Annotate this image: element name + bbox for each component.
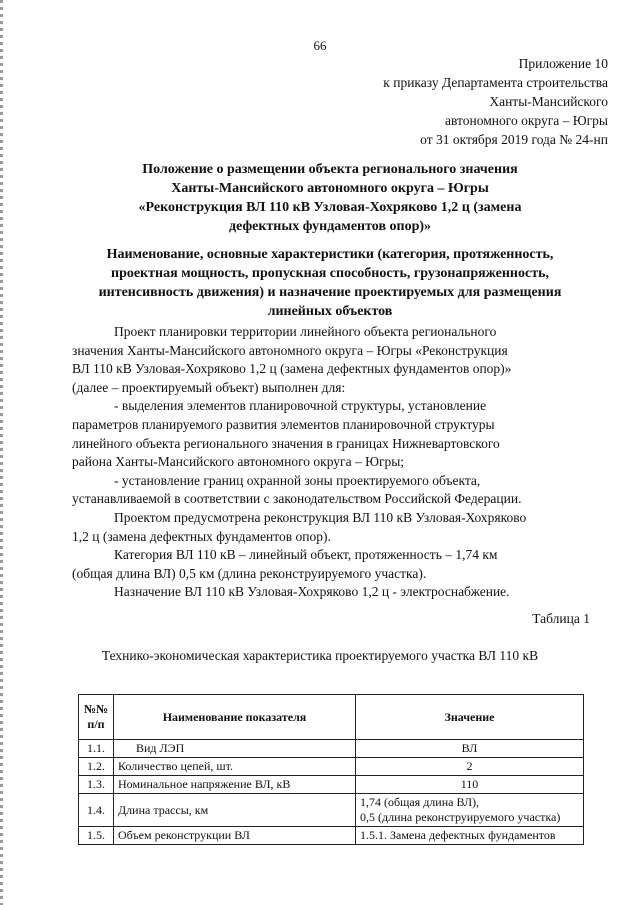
heading-line: Наименование, основные характеристики (категория, протяженность, — [106, 247, 554, 262]
paragraph-reconstruction — [72, 509, 596, 546]
text-line: Категория ВЛ 110 кВ – линейный объект, протяженность – 1,74 км — [114, 547, 498, 563]
text-line: Назначение ВЛ 110 кВ Узловая-Хохряково 1,2 ц - электроснабжение. — [114, 584, 510, 600]
page-number: 66 — [313, 38, 327, 53]
row-number: 1.1. — [79, 740, 114, 758]
heading-line: линейных объектов — [267, 304, 393, 319]
row-indicator: Номинальное напряжение ВЛ, кВ — [114, 776, 356, 794]
text-line: - выделения элементов планировочной структуры, установление — [114, 398, 487, 414]
row-value: 1.5.1. Замена дефектных фундаментов — [356, 827, 584, 845]
paragraph-purpose-power — [72, 583, 596, 602]
row-value: 110 — [356, 776, 584, 794]
header-value: Значение — [356, 695, 584, 740]
title-line: дефектных фундаментов опор)» — [228, 219, 432, 234]
title-line: «Реконструкция ВЛ 110 кВ Узловая-Хохряково 1,2 ц (замена — [138, 200, 522, 215]
appendix-line: автономного округа – Югры — [445, 113, 608, 128]
text-line: (далее – проектируемый объект) выполнен для: — [72, 379, 346, 395]
text-line: линейного объекта регионального значения в границах Нижневартовского — [72, 435, 500, 451]
paragraph-purpose — [72, 323, 596, 397]
row-indicator: Объем реконструкции ВЛ — [114, 827, 356, 845]
header-indicator-name: Наименование показателя — [114, 695, 356, 740]
row-indicator: Количество цепей, шт. — [114, 758, 356, 776]
body-text — [72, 323, 596, 602]
header-number-line2: п/п — [87, 717, 105, 731]
heading-line: интенсивность движения) и назначение проектируемых для размещения — [98, 285, 562, 300]
header-number — [79, 695, 114, 740]
text-line: (общая длина ВЛ) 0,5 км (длина реконструируемого участка). — [72, 565, 427, 581]
paragraph-category — [72, 546, 596, 583]
appendix-line: от 31 октября 2019 года № 24-нп — [420, 132, 608, 147]
title-line: Положение о размещении объекта регионального значения — [142, 162, 518, 177]
row-indicator: Вид ЛЭП — [114, 740, 356, 758]
table-row — [79, 758, 584, 776]
table-header-row — [79, 695, 584, 740]
row-number: 1.2. — [79, 758, 114, 776]
table-row — [79, 776, 584, 794]
section-heading — [70, 245, 590, 321]
row-indicator: Длина трассы, км — [114, 794, 356, 827]
row-value: 2 — [356, 758, 584, 776]
heading-line: проектная мощность, пропускная способность, грузонапряженность, — [111, 266, 549, 281]
appendix-line: к приказу Департамента строительства — [383, 75, 608, 90]
text-line: устанавливаемой в соответствии с законодательством Российской Федерации. — [72, 491, 522, 507]
table-row — [79, 827, 584, 845]
table-row — [79, 740, 584, 758]
title-line: Ханты-Мансийского автономного округа – Югры — [171, 181, 489, 196]
text-line: Проект планировки территории линейного объекта регионального — [114, 324, 497, 339]
row-number: 1.5. — [79, 827, 114, 845]
text-line: 1,2 ц (замена дефектных фундаментов опор). — [72, 528, 331, 544]
paragraph-list-item-1 — [72, 397, 596, 471]
text-line: - установление границ охранной зоны проектируемого объекта, — [114, 472, 481, 488]
row-value-line: 1,74 (общая длина ВЛ), — [360, 795, 480, 809]
table-title: Технико-экономическая характеристика проектируемого участка ВЛ 110 кВ — [101, 648, 539, 663]
table-label: Таблица 1 — [532, 611, 590, 626]
row-value: ВЛ — [356, 740, 584, 758]
appendix-reference — [383, 54, 608, 149]
text-line: ВЛ 110 кВ Узловая-Хохряково 1,2 ц (замена дефектных фундаментов опор)» — [72, 361, 512, 377]
row-value-line: 0,5 (длина реконструируемого участка) — [360, 810, 561, 824]
row-number: 1.4. — [79, 794, 114, 827]
text-line: значения Ханты-Мансийского автономного округа – Югры «Реконструкция — [72, 342, 508, 358]
scan-binding-edge — [0, 0, 3, 905]
row-number: 1.3. — [79, 776, 114, 794]
paragraph-list-item-2 — [72, 472, 596, 509]
appendix-line: Ханты-Мансийского — [489, 94, 608, 109]
document-title — [70, 160, 590, 236]
table-row — [79, 794, 584, 827]
appendix-line: Приложение 10 — [518, 56, 608, 71]
text-line: параметров планируемого развития элементов планировочной структуры — [72, 416, 495, 432]
characteristics-table — [78, 694, 584, 845]
text-line: района Ханты-Мансийского автономного округа – Югры; — [72, 454, 405, 470]
row-value — [356, 794, 584, 827]
text-line: Проектом предусмотрена реконструкция ВЛ 110 кВ Узловая-Хохряково — [114, 509, 527, 525]
header-number-line1: №№ — [83, 702, 109, 716]
